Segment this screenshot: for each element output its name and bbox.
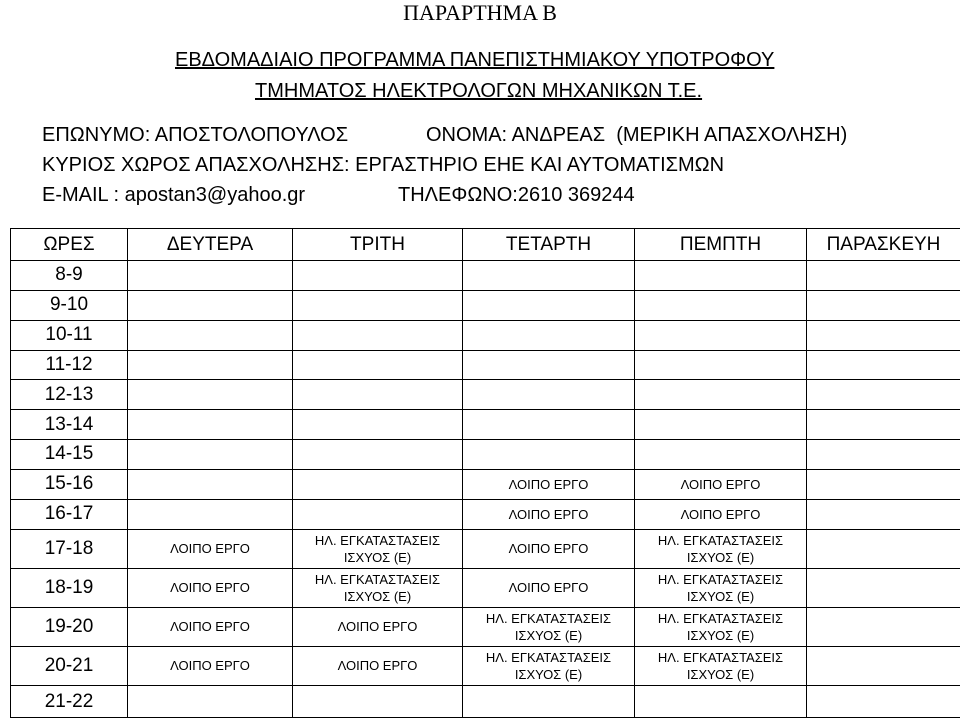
- schedule-cell: [128, 686, 293, 718]
- schedule-cell: [807, 646, 960, 685]
- schedule-cell: ΛΟΙΠΟ ΕΡΓΟ: [463, 469, 635, 499]
- hour-cell: 17-18: [11, 529, 128, 568]
- schedule-cell: [463, 320, 635, 350]
- schedule-cell: [807, 499, 960, 529]
- schedule-cell: ΗΛ. ΕΓΚΑΤΑΣΤΑΣΕΙΣ ΙΣΧΥΟΣ (Ε): [635, 529, 807, 568]
- program-heading-line-2: ΤΜΗΜΑΤΟΣ ΗΛΕΚΤΡΟΛΟΓΩΝ ΜΗΧΑΝΙΚΩΝ Τ.Ε.: [255, 80, 703, 102]
- schedule-cell: [293, 410, 463, 440]
- firstname-field: ΟΝΟΜΑ: ΑΝΔΡΕΑΣ (ΜΕΡΙΚΗ ΑΠΑΣΧΟΛΗΣΗ): [426, 124, 848, 146]
- schedule-cell: ΛΟΙΠΟ ΕΡΓΟ: [635, 499, 807, 529]
- column-header: ΤΡΙΤΗ: [293, 229, 463, 261]
- schedule-cell: ΛΟΙΠΟ ΕΡΓΟ: [463, 568, 635, 607]
- schedule-cell: [128, 350, 293, 380]
- table-row: [11, 469, 960, 499]
- hour-cell: 10-11: [11, 320, 128, 350]
- schedule-cell: [635, 350, 807, 380]
- schedule-cell: ΛΟΙΠΟ ΕΡΓΟ: [293, 607, 463, 646]
- schedule-cell: [463, 350, 635, 380]
- schedule-cell: [635, 261, 807, 291]
- schedule-cell: ΗΛ. ΕΓΚΑΤΑΣΤΑΣΕΙΣ ΙΣΧΥΟΣ (Ε): [463, 607, 635, 646]
- schedule-cell: [293, 469, 463, 499]
- schedule-cell: [128, 380, 293, 410]
- workplace-field: ΚΥΡΙΟΣ ΧΩΡΟΣ ΑΠΑΣΧΟΛΗΣΗΣ: ΕΡΓΑΣΤΗΡΙΟ ΕΗΕ ΚΑΙ ΑΥΤΟΜΑΤΙΣΜΩΝ: [42, 154, 725, 176]
- schedule-cell: [807, 529, 960, 568]
- hour-cell: 8-9: [11, 261, 128, 291]
- schedule-cell: [293, 499, 463, 529]
- schedule-cell: [807, 290, 960, 320]
- table-header-row: [11, 229, 960, 261]
- hour-cell: 15-16: [11, 469, 128, 499]
- schedule-cell: [807, 686, 960, 718]
- schedule-cell: [807, 469, 960, 499]
- schedule-cell: ΛΟΙΠΟ ΕΡΓΟ: [128, 568, 293, 607]
- hour-cell: 11-12: [11, 350, 128, 380]
- column-header: ΠΑΡΑΣΚΕΥΗ: [807, 229, 960, 261]
- schedule-cell: ΛΟΙΠΟ ΕΡΓΟ: [128, 529, 293, 568]
- schedule-cell: [807, 320, 960, 350]
- schedule-cell: [635, 320, 807, 350]
- table-row: [11, 646, 960, 685]
- schedule-cell: [293, 350, 463, 380]
- schedule-cell: [128, 320, 293, 350]
- schedule-cell: [807, 350, 960, 380]
- table-row: [11, 440, 960, 470]
- schedule-cell: [293, 290, 463, 320]
- table-row: [11, 529, 960, 568]
- table-row: [11, 350, 960, 380]
- table-row: [11, 499, 960, 529]
- table-row: [11, 686, 960, 718]
- appendix-title: ΠΑΡΑΡΤΗΜΑ Β: [403, 0, 557, 25]
- schedule-cell: [463, 380, 635, 410]
- hour-cell: 14-15: [11, 440, 128, 470]
- column-header: ΔΕΥΤΕΡΑ: [128, 229, 293, 261]
- schedule-cell: [463, 290, 635, 320]
- hour-cell: 16-17: [11, 499, 128, 529]
- hour-cell: 19-20: [11, 607, 128, 646]
- hour-cell: 12-13: [11, 380, 128, 410]
- schedule-cell: [635, 410, 807, 440]
- table-row: [11, 290, 960, 320]
- schedule-cell: ΗΛ. ΕΓΚΑΤΑΣΤΑΣΕΙΣ ΙΣΧΥΟΣ (Ε): [635, 646, 807, 685]
- program-heading-line-1: ΕΒΔΟΜΑΔΙΑΙΟ ΠΡΟΓΡΑΜΜΑ ΠΑΝΕΠΙΣΤΗΜΙΑΚΟΥ ΥΠΟΤΡΟΦΟΥ: [175, 49, 775, 71]
- hour-cell: 21-22: [11, 686, 128, 718]
- schedule-cell: [128, 440, 293, 470]
- table-row: [11, 607, 960, 646]
- schedule-cell: [635, 290, 807, 320]
- schedule-cell: ΗΛ. ΕΓΚΑΤΑΣΤΑΣΕΙΣ ΙΣΧΥΟΣ (Ε): [463, 646, 635, 685]
- hour-cell: 20-21: [11, 646, 128, 685]
- schedule-cell: [128, 261, 293, 291]
- table-row: [11, 320, 960, 350]
- schedule-cell: [128, 290, 293, 320]
- schedule-cell: ΗΛ. ΕΓΚΑΤΑΣΤΑΣΕΙΣ ΙΣΧΥΟΣ (Ε): [635, 568, 807, 607]
- schedule-cell: [807, 440, 960, 470]
- hour-cell: 9-10: [11, 290, 128, 320]
- schedule-cell: [463, 440, 635, 470]
- schedule-cell: [807, 261, 960, 291]
- schedule-cell: [463, 261, 635, 291]
- schedule-cell: [128, 410, 293, 440]
- schedule-cell: [128, 469, 293, 499]
- schedule-cell: ΗΛ. ΕΓΚΑΤΑΣΤΑΣΕΙΣ ΙΣΧΥΟΣ (Ε): [635, 607, 807, 646]
- schedule-cell: [807, 607, 960, 646]
- schedule-cell: ΛΟΙΠΟ ΕΡΓΟ: [463, 529, 635, 568]
- column-header: ΠΕΜΠΤΗ: [635, 229, 807, 261]
- table-row: [11, 410, 960, 440]
- schedule-cell: [635, 440, 807, 470]
- schedule-cell: [293, 440, 463, 470]
- schedule-cell: [463, 410, 635, 440]
- schedule-cell: [293, 686, 463, 718]
- schedule-cell: [128, 499, 293, 529]
- schedule-cell: [635, 380, 807, 410]
- schedule-cell: ΛΟΙΠΟ ΕΡΓΟ: [128, 646, 293, 685]
- surname-field: ΕΠΩΝΥΜΟ: ΑΠΟΣΤΟΛΟΠΟΥΛΟΣ: [42, 124, 349, 146]
- schedule-cell: ΗΛ. ΕΓΚΑΤΑΣΤΑΣΕΙΣ ΙΣΧΥΟΣ (Ε): [293, 568, 463, 607]
- column-header: ΤΕΤΑΡΤΗ: [463, 229, 635, 261]
- schedule-cell: [635, 686, 807, 718]
- schedule-cell: ΛΟΙΠΟ ΕΡΓΟ: [635, 469, 807, 499]
- hour-cell: 18-19: [11, 568, 128, 607]
- schedule-cell: ΛΟΙΠΟ ΕΡΓΟ: [293, 646, 463, 685]
- schedule-cell: [807, 410, 960, 440]
- schedule-cell: [463, 686, 635, 718]
- schedule-cell: ΛΟΙΠΟ ΕΡΓΟ: [128, 607, 293, 646]
- schedule-cell: ΗΛ. ΕΓΚΑΤΑΣΤΑΣΕΙΣ ΙΣΧΥΟΣ (Ε): [293, 529, 463, 568]
- table-row: [11, 261, 960, 291]
- phone-field: ΤΗΛΕΦΩΝΟ:2610 369244: [398, 184, 635, 206]
- column-header: ΩΡΕΣ: [11, 229, 128, 261]
- schedule-cell: [293, 380, 463, 410]
- hour-cell: 13-14: [11, 410, 128, 440]
- schedule-cell: [293, 320, 463, 350]
- schedule-cell: [807, 380, 960, 410]
- table-row: [11, 380, 960, 410]
- weekly-schedule-table: [10, 228, 960, 718]
- table-row: [11, 568, 960, 607]
- schedule-cell: [293, 261, 463, 291]
- email-field: E-MAIL : apostan3@yahoo.gr: [42, 184, 306, 206]
- schedule-cell: [807, 568, 960, 607]
- schedule-cell: ΛΟΙΠΟ ΕΡΓΟ: [463, 499, 635, 529]
